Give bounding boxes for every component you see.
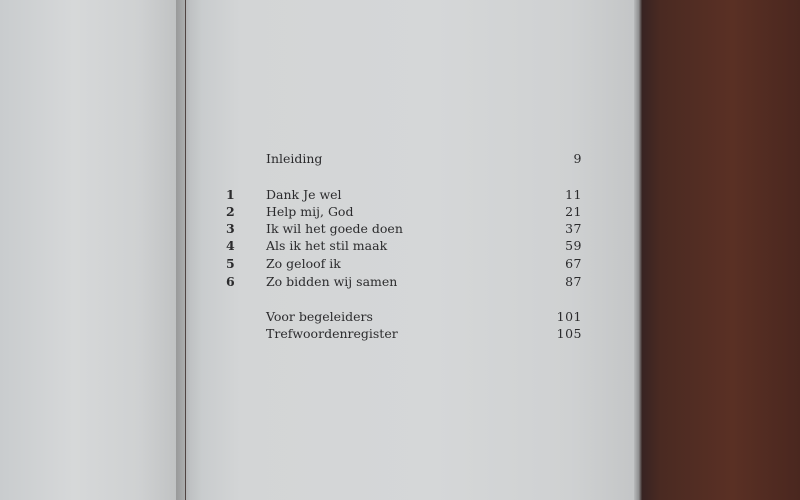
toc-page-number: 9 <box>573 151 582 166</box>
toc-chapter-4 <box>226 237 582 255</box>
toc-chapter-2 <box>226 203 582 221</box>
chapter-number: 1 <box>226 187 235 202</box>
toc-title: Zo bidden wij samen <box>266 274 398 289</box>
toc-appendix-2 <box>226 325 582 343</box>
toc-page-number: 37 <box>565 221 582 236</box>
chapter-number: 2 <box>226 204 235 219</box>
toc-title: Voor begeleiders <box>266 309 373 324</box>
toc-page-number: 105 <box>556 326 582 341</box>
toc-page-number: 67 <box>565 256 582 271</box>
chapter-number: 4 <box>226 238 235 253</box>
chapter-number: 6 <box>226 274 235 289</box>
toc-page-number: 87 <box>565 274 582 289</box>
toc-intro <box>226 150 582 168</box>
toc-title: Zo geloof ik <box>266 256 341 271</box>
toc-page-number: 21 <box>565 204 582 219</box>
toc-title: Help mij, God <box>266 204 354 219</box>
toc-page-number: 59 <box>565 238 582 253</box>
chapter-number: 5 <box>226 256 235 271</box>
toc-title: Trefwoordenregister <box>266 326 398 341</box>
toc-chapter-5 <box>226 255 582 273</box>
toc-chapter-6 <box>226 273 582 291</box>
chapter-number: 3 <box>226 221 235 236</box>
toc-page-number: 101 <box>556 309 582 324</box>
toc-page-number: 11 <box>565 187 582 202</box>
toc-title: Ik wil het goede doen <box>266 221 403 236</box>
toc-title: Als ik het stil maak <box>266 238 388 253</box>
toc-title: Dank Je wel <box>266 187 342 202</box>
toc-appendix-1 <box>226 308 582 326</box>
toc-title: Inleiding <box>266 151 323 166</box>
toc-chapter-3 <box>226 220 582 238</box>
toc-chapter-1 <box>226 186 582 204</box>
